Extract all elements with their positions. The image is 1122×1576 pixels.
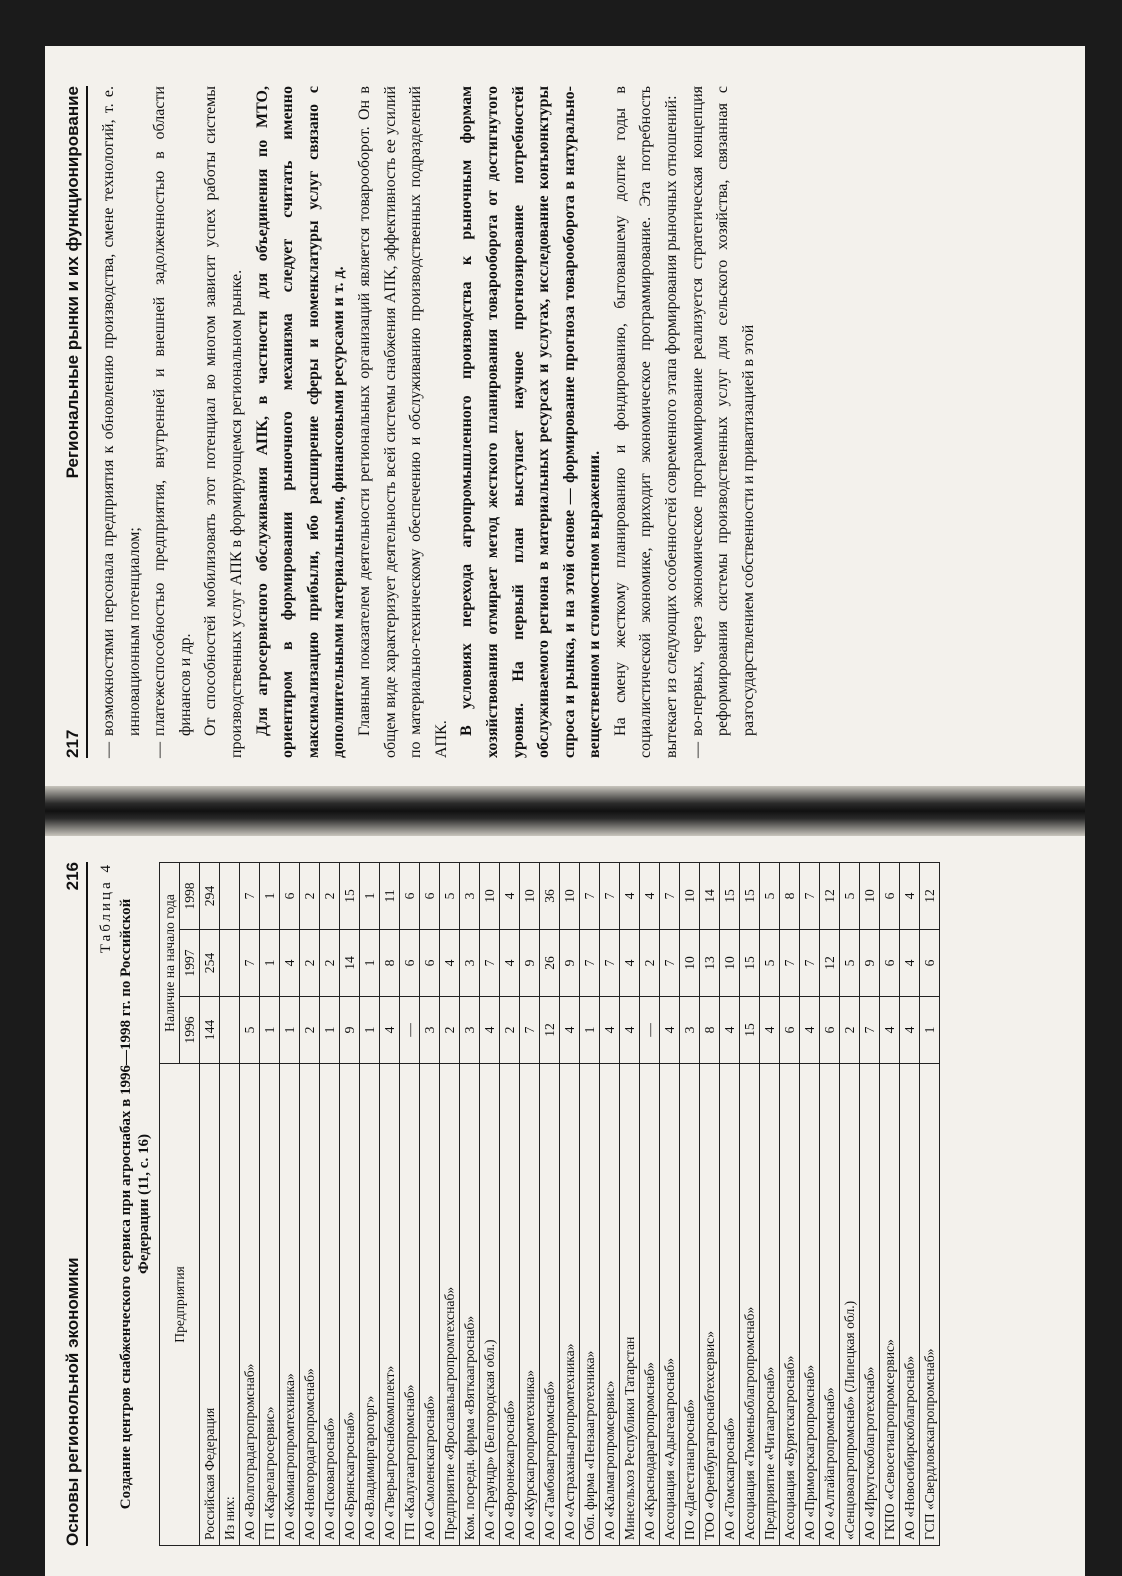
supply-centers-table xyxy=(159,862,940,1546)
value-1996-cell: 8 xyxy=(700,997,720,1064)
enterprise-cell: АО «Алтайагропромснаб» xyxy=(820,1064,840,1546)
value-1998-cell: 7 xyxy=(240,863,260,930)
table-row xyxy=(640,863,660,1546)
enterprise-cell: АО «Волгоградагропромснаб» xyxy=(240,1064,260,1546)
table-row xyxy=(700,863,720,1546)
value-1996-cell: 2 xyxy=(500,997,520,1064)
value-1996-cell: 4 xyxy=(480,997,500,1064)
value-1997-cell: 6 xyxy=(920,930,940,997)
value-1998-cell: 1 xyxy=(360,863,380,930)
value-1997-cell: 5 xyxy=(760,930,780,997)
table-row xyxy=(920,863,940,1546)
paragraph: На смену жесткому планированию и фондированию, бытовавшему долгие годы в социалистической экономике, приходит экономическое программирование. Эта потребность вытекает из следующих особенностей современного этапа формирования рыночных отношений: xyxy=(611,86,681,758)
left-page xyxy=(45,836,1085,1576)
value-1997-cell: 7 xyxy=(480,930,500,997)
enterprise-cell: Минсельхоз Республики Татарстан xyxy=(620,1064,640,1546)
list-dash: — xyxy=(688,742,706,758)
table-title: Создание центров снабженческого сервиса при агроснабах в 1996—1998 гг. по Российской Федерации (11, с. 16) xyxy=(118,898,152,1510)
enterprise-cell: Предприятие «Ярославльагропромтехснаб» xyxy=(440,1064,460,1546)
value-1998-cell: 12 xyxy=(820,863,840,930)
value-1998-cell: 5 xyxy=(760,863,780,930)
table-row xyxy=(480,863,500,1546)
table-row xyxy=(520,863,540,1546)
value-1996-cell: 6 xyxy=(780,997,800,1064)
value-1996-cell: 1 xyxy=(920,997,940,1064)
value-1998-cell: 10 xyxy=(560,863,580,930)
value-1996-cell: 2 xyxy=(840,997,860,1064)
value-1997-cell: 4 xyxy=(440,930,460,997)
value-1996-cell: — xyxy=(640,997,660,1064)
table-row xyxy=(380,863,400,1546)
value-1997-cell: 9 xyxy=(560,930,580,997)
value-1997-cell: 254 xyxy=(200,930,220,997)
value-1996-cell: 2 xyxy=(300,997,320,1064)
value-1998-cell: 3 xyxy=(460,863,480,930)
table-row xyxy=(740,863,760,1546)
value-1998-cell: 4 xyxy=(640,863,660,930)
right-header-title: Региональные рынки и их функционирование xyxy=(63,86,82,479)
enterprise-cell: АО «Новосибирскоблагроснаб» xyxy=(900,1064,920,1546)
enterprise-cell: АО «Калмагропромсервис» xyxy=(600,1064,620,1546)
enterprise-cell: Российская Федерация xyxy=(200,1064,220,1546)
value-1998-cell: 7 xyxy=(580,863,600,930)
value-1996-cell: 3 xyxy=(420,997,440,1064)
value-1998-cell: 11 xyxy=(380,863,400,930)
value-1996-cell: 1 xyxy=(580,997,600,1064)
value-1997-cell: 4 xyxy=(280,930,300,997)
enterprise-cell: АО «Тамбовагропромснаб» xyxy=(540,1064,560,1546)
value-1996-cell: 15 xyxy=(740,997,760,1064)
value-1996-cell: 5 xyxy=(240,997,260,1064)
value-1997-cell: 7 xyxy=(800,930,820,997)
left-page-number: 216 xyxy=(63,862,82,891)
column-1996: 1996 xyxy=(180,997,200,1064)
value-1998-cell: 6 xyxy=(420,863,440,930)
value-1998-cell: 4 xyxy=(900,863,920,930)
body-text xyxy=(96,86,761,758)
table-row xyxy=(620,863,640,1546)
value-1998-cell: 15 xyxy=(740,863,760,930)
enterprise-cell: АО «Краснодарагропромснаб» xyxy=(640,1064,660,1546)
table-row xyxy=(600,863,620,1546)
value-1998-cell: 10 xyxy=(520,863,540,930)
value-1998-cell: 4 xyxy=(500,863,520,930)
enterprise-cell: ГП «Калугаагропромснаб» xyxy=(400,1064,420,1546)
column-group: Наличие на начало года xyxy=(160,863,180,1064)
paragraph-text: платежеспособностью предприятия, внутренней и внешней задолженностью в области финансов и др. xyxy=(151,86,194,736)
value-1997-cell: 10 xyxy=(680,930,700,997)
value-1997-cell: 12 xyxy=(820,930,840,997)
value-1997-cell: 8 xyxy=(380,930,400,997)
column-1998: 1998 xyxy=(180,863,200,930)
value-1997-cell: 6 xyxy=(880,930,900,997)
value-1998-cell: 4 xyxy=(620,863,640,930)
table-row xyxy=(580,863,600,1546)
value-1997-cell: 3 xyxy=(460,930,480,997)
value-1997-cell: 4 xyxy=(620,930,640,997)
value-1997-cell: 4 xyxy=(900,930,920,997)
value-1997-cell: 7 xyxy=(240,930,260,997)
table-header-row xyxy=(160,863,180,1546)
table-row xyxy=(240,863,260,1546)
value-1998-cell: 7 xyxy=(800,863,820,930)
enterprise-cell: Ассоциация «Бурятскагроснаб» xyxy=(780,1064,800,1546)
value-1998-cell: 8 xyxy=(780,863,800,930)
value-1996-cell: 4 xyxy=(620,997,640,1064)
value-1996-cell: 144 xyxy=(200,997,220,1064)
table-row xyxy=(880,863,900,1546)
enterprise-cell: АО «Брянскагроснаб» xyxy=(340,1064,360,1546)
enterprise-cell: АО «Смоленскагроснаб» xyxy=(420,1064,440,1546)
paragraph: В условиях перехода агропромышленного производства к рыночным формам хозяйствования отмирает метод жесткого планирования товарооборота от достигнутого уровня. На первый план выступает научное прогнозирование потребностей обслуживаемого региона в материальных ресурсах и услугах, исследование конъюнктуры спроса и рынка, и на этой основе — формирование прогноза товарооборота в натурально-вещественном и стоимостном выражении. xyxy=(458,86,604,758)
table-row xyxy=(200,863,220,1546)
table-row xyxy=(560,863,580,1546)
paragraph xyxy=(96,86,147,758)
enterprise-cell: Ассоциация «Адыгеаагроснаб» xyxy=(660,1064,680,1546)
table-row xyxy=(360,863,380,1546)
table-row xyxy=(280,863,300,1546)
table-row xyxy=(340,863,360,1546)
table-row xyxy=(260,863,280,1546)
value-1996-cell: 4 xyxy=(720,997,740,1064)
table-row xyxy=(820,863,840,1546)
paragraph xyxy=(147,86,198,758)
value-1997-cell: 4 xyxy=(500,930,520,997)
value-1996-cell: 4 xyxy=(900,997,920,1064)
value-1996-cell: 1 xyxy=(260,997,280,1064)
enterprise-cell: Ассоциация «Тюменьоблагропромснаб» xyxy=(740,1064,760,1546)
value-1998-cell: 294 xyxy=(200,863,220,930)
value-1996-cell: 4 xyxy=(560,997,580,1064)
value-1997-cell xyxy=(220,930,240,997)
enterprise-cell: АО «Астраханьагропромтехника» xyxy=(560,1064,580,1546)
value-1997-cell: 6 xyxy=(400,930,420,997)
value-1998-cell: 5 xyxy=(840,863,860,930)
enterprise-cell: АО «Томскагроснаб» xyxy=(720,1064,740,1546)
value-1997-cell: 5 xyxy=(840,930,860,997)
enterprise-cell: АО «Комиагропромтехника» xyxy=(280,1064,300,1546)
table-row xyxy=(720,863,740,1546)
value-1998-cell: 6 xyxy=(880,863,900,930)
value-1998-cell: 7 xyxy=(660,863,680,930)
value-1996-cell: 4 xyxy=(600,997,620,1064)
list-dash: — xyxy=(151,742,169,758)
value-1996-cell: 4 xyxy=(660,997,680,1064)
value-1998-cell: 7 xyxy=(600,863,620,930)
enterprise-cell: ГКПО «Севосетиагропромсервис» xyxy=(880,1064,900,1546)
value-1996-cell: 7 xyxy=(860,997,880,1064)
value-1998-cell: 10 xyxy=(860,863,880,930)
value-1998-cell: 1 xyxy=(260,863,280,930)
table-row xyxy=(500,863,520,1546)
value-1997-cell: 7 xyxy=(660,930,680,997)
value-1996-cell: 4 xyxy=(800,997,820,1064)
value-1997-cell: 7 xyxy=(600,930,620,997)
right-page xyxy=(45,46,1085,786)
value-1998-cell: 6 xyxy=(280,863,300,930)
paragraph xyxy=(685,86,762,758)
book-gutter xyxy=(45,786,1085,836)
value-1997-cell: 10 xyxy=(720,930,740,997)
value-1996-cell: 12 xyxy=(540,997,560,1064)
column-enterprises: Предприятия xyxy=(160,1064,200,1546)
value-1998-cell: 5 xyxy=(440,863,460,930)
table-row xyxy=(540,863,560,1546)
enterprise-cell: АО «Владимиргарогорг» xyxy=(360,1064,380,1546)
left-header-title: Основы регионольной экономики xyxy=(63,1257,82,1546)
value-1996-cell xyxy=(220,997,240,1064)
value-1998-cell: 6 xyxy=(400,863,420,930)
table-row xyxy=(660,863,680,1546)
value-1998-cell: 14 xyxy=(700,863,720,930)
table-row xyxy=(300,863,320,1546)
enterprise-cell: Из них: xyxy=(220,1064,240,1546)
value-1998-cell: 2 xyxy=(320,863,340,930)
value-1997-cell: 7 xyxy=(580,930,600,997)
enterprise-cell: ТОО «Оренбургагроснабтехсервис» xyxy=(700,1064,720,1546)
table-row xyxy=(320,863,340,1546)
enterprise-cell: ГП «Карелагросервис» xyxy=(260,1064,280,1546)
enterprise-cell: АО «Траундр» (Белгородская обл.) xyxy=(480,1064,500,1546)
enterprise-cell: АО «Курскагропромтехника» xyxy=(520,1064,540,1546)
table-row xyxy=(800,863,820,1546)
right-page-number: 217 xyxy=(63,729,82,758)
enterprise-cell: Обл. фирма «Пензаагротехника» xyxy=(580,1064,600,1546)
enterprise-cell: «Сенцовоагропромснаб» (Липецкая обл.) xyxy=(840,1064,860,1546)
table-row xyxy=(400,863,420,1546)
value-1997-cell: 6 xyxy=(420,930,440,997)
value-1996-cell: 4 xyxy=(380,997,400,1064)
value-1997-cell: 9 xyxy=(520,930,540,997)
enterprise-cell: АО «Тверьагроснабкомплект» xyxy=(380,1064,400,1546)
value-1997-cell: 1 xyxy=(360,930,380,997)
enterprise-cell: Предприятие «Читаагроснаб» xyxy=(760,1064,780,1546)
table-row xyxy=(460,863,480,1546)
enterprise-cell: АО «Воронежагроснаб» xyxy=(500,1064,520,1546)
value-1996-cell: 1 xyxy=(360,997,380,1064)
value-1997-cell: 2 xyxy=(640,930,660,997)
enterprise-cell: Ком. посредн. фирма «Вяткаагроснаб» xyxy=(460,1064,480,1546)
table-row xyxy=(900,863,920,1546)
value-1998-cell: 2 xyxy=(300,863,320,930)
table-row xyxy=(840,863,860,1546)
value-1997-cell: 15 xyxy=(740,930,760,997)
value-1998-cell: 36 xyxy=(540,863,560,930)
value-1996-cell: 9 xyxy=(340,997,360,1064)
book-spread xyxy=(45,10,1085,1576)
value-1996-cell: 4 xyxy=(880,997,900,1064)
column-1997: 1997 xyxy=(180,930,200,997)
value-1996-cell: — xyxy=(400,997,420,1064)
value-1998-cell: 15 xyxy=(340,863,360,930)
value-1997-cell: 13 xyxy=(700,930,720,997)
table-row xyxy=(420,863,440,1546)
value-1996-cell: 1 xyxy=(280,997,300,1064)
value-1998-cell: 10 xyxy=(480,863,500,930)
value-1997-cell: 7 xyxy=(780,930,800,997)
value-1996-cell: 3 xyxy=(680,997,700,1064)
list-dash: — xyxy=(100,742,117,758)
value-1996-cell: 3 xyxy=(460,997,480,1064)
enterprise-cell: ГСП «Свердловскагропромснаб» xyxy=(920,1064,940,1546)
table-body xyxy=(200,863,940,1546)
value-1996-cell: 2 xyxy=(440,997,460,1064)
value-1996-cell: 4 xyxy=(760,997,780,1064)
value-1998-cell: 12 xyxy=(920,863,940,930)
value-1997-cell: 14 xyxy=(340,930,360,997)
table-row xyxy=(760,863,780,1546)
table-label: Таблица 4 xyxy=(98,862,114,954)
table-row xyxy=(860,863,880,1546)
value-1996-cell: 7 xyxy=(520,997,540,1064)
paragraph-text: возможностями персонала предприятия к обновлению производства, смене технологий, т. е. инновационным потенциалом; xyxy=(100,86,143,736)
paragraph: От способностей мобилизовать этот потенциал во многом зависит успех работы системы производственных услуг АПК в формирующемся региональном рынке. xyxy=(202,86,245,758)
paragraph: Главным показателем деятельности региональных организаций является товарооборот. Он в общем виде характеризует деятельность всей системы снабжения АПК, эффективность ее усилий по материально-техническому обеспечению и обслуживанию производственных подразделений АПК. xyxy=(355,86,450,758)
table-row xyxy=(440,863,460,1546)
value-1998-cell: 15 xyxy=(720,863,740,930)
table-row xyxy=(680,863,700,1546)
table-row xyxy=(220,863,240,1546)
enterprise-cell: АО «Иркутскоблагротехснаб» xyxy=(860,1064,880,1546)
right-running-head xyxy=(63,86,88,758)
enterprise-cell: АО «Приморскагропромснаб» xyxy=(800,1064,820,1546)
paragraph: Для агросервисного обслуживания АПК, в частности для объединения по МТО, ориентиром в формировании рыночного механизма следует считать именно максимализацию прибыли, ибо расширение сферы и номенклатуры услуг связано с дополнительными материальными, финансовыми ресурсами и т. д. xyxy=(253,86,348,758)
enterprise-cell: ПО «Дагестанагроснаб» xyxy=(680,1064,700,1546)
value-1997-cell: 2 xyxy=(320,930,340,997)
left-running-head xyxy=(63,862,88,1546)
table-row xyxy=(780,863,800,1546)
value-1996-cell: 6 xyxy=(820,997,840,1064)
paragraph-text: во-первых, через экономическое программирование реализуется стратегическая концепция реформирования системы производственных услуг для сельского хозяйства, связанная с разгосударствлением собственности и приватизацией в этой xyxy=(688,86,757,736)
value-1998-cell: 10 xyxy=(680,863,700,930)
value-1998-cell xyxy=(220,863,240,930)
enterprise-cell: АО «Новгородагропромснаб» xyxy=(300,1064,320,1546)
value-1997-cell: 26 xyxy=(540,930,560,997)
value-1997-cell: 9 xyxy=(860,930,880,997)
value-1996-cell: 1 xyxy=(320,997,340,1064)
value-1997-cell: 1 xyxy=(260,930,280,997)
value-1997-cell: 2 xyxy=(300,930,320,997)
enterprise-cell: АО «Псковагроснаб» xyxy=(320,1064,340,1546)
